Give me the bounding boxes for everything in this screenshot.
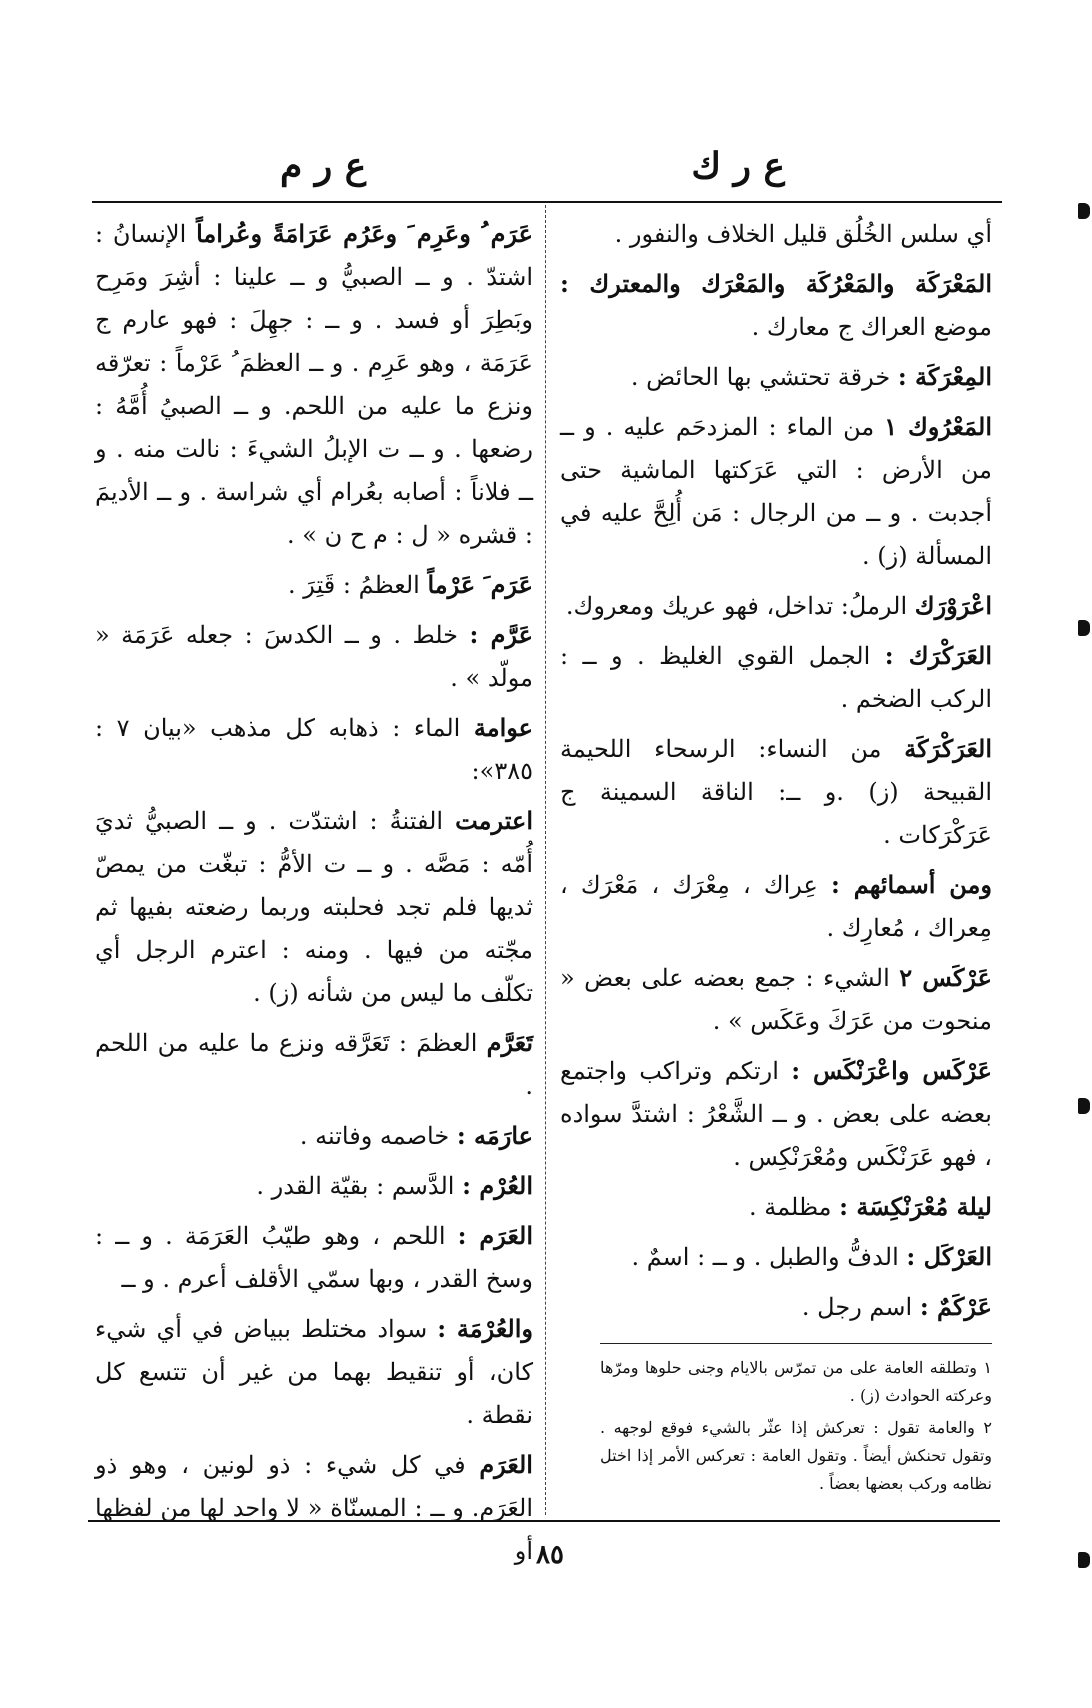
dictionary-entry [560,405,992,578]
entry-headword: العَرَكْرَكَة [904,734,992,763]
footnotes [600,1343,992,1498]
entry-definition: الشيء : جمع بعضه على بعض « منحوت من عَرَكَ وعَكَس » . [560,964,992,1035]
entry-definition: سواد مختلط ببياض في أي شيء كان، أو تنقيط بهما من غير أن تتسع كل نقطة . [95,1315,533,1429]
footnote: ٢ والعامة تقول : تعركش إذا عثّر بالشيء فوقع لوجهه . وتقول تحنكش أيضاً . وتقول العامة : تعركس الأمر إذا اختل نظامه وركب بعضها بعضاً . [600,1418,992,1493]
entry-headword: عَرَم َ عَرْماً [427,570,533,599]
left-column [95,212,534,1565]
entry-definition: الفتنةُ : اشتدّت . و ــ الصبيُّ ثديَ أُمّه : مَصَّه . و ــ ت الأمُّ : تبغّت من يمصّ ثديها فلم تجد فحلبته وربما رضعته بفيها ثم مجّته من فيها . ومنه : اعترم الرجل أي تكلّف ما ليس من شأنه (ز) . [95,807,533,1007]
entry-headword: عَرْكَمٌ : [919,1292,992,1321]
entry-definition: أي سلس الخُلُق قليل الخلاف والنفور . [614,220,992,248]
entry-definition: الرملُ: تداخل، فهو عريك ومعروك. [565,592,908,620]
dictionary-entry [560,863,992,950]
entry-headword: ومن أسمائهم : [831,870,992,899]
entry-headword: المَعْرَكَة والمَعْرُكَة والمَعْرَك والمعترك : [560,269,992,298]
dictionary-entry [95,1443,533,1573]
dictionary-entry [560,1285,992,1329]
dictionary-entry [95,799,533,1015]
entry-headword: العَرَم [479,1450,533,1479]
dictionary-entry [560,1235,992,1279]
dictionary-entry [560,727,992,857]
entry-headword: تَعَرَّم [486,1028,533,1057]
entry-definition: الجمل القوي الغليظ . و ــ : الركب الضخم . [560,642,992,713]
entry-definition: الإنسانُ : اشتدّ . و ــ الصبيُّ و ــ علينا : أشِرَ ومَرِح وبَطِرَ أو فسد . و ــ : جهِلَ : فهو عارم ج عَرَمَة ، وهو عَرِم . و ــ العظمَ ُ عَرْماً : تعرّقه ونزع ما عليه من اللحم. و ــ الصبيُ أُمَّهُ : رضعها . و ــ ت الإبلُ الشيءَ : نالت منه . و ــ فلاناً : أصابه بعُرام أي شراسة . و ــ الأديمَ : قشره « ل : م ح ن » . [95,220,534,549]
entry-definition: الماء : ذهابه كل مذهب «بيان ٧ : ٣٨٥»: [95,714,533,785]
entry-headword: عَرَم ُ وعَرِم َ وعَرُم عَرَامَةً وعُراماً [196,219,533,248]
entry-headword: ليلة مُعْرَنْكِسَة : [839,1192,992,1221]
column-separator [545,205,546,1515]
entry-headword: عوامة [473,713,533,742]
dictionary-entry [560,1049,992,1179]
dictionary-entry [95,706,533,793]
entry-definition: ارتكم وتراكب واجتمع بعضه على بعض . و ــ الشَّعْرُ : اشتدَّ سواده ، فهو عَرَنْكَس ومُعْرَنْكِس . [560,1057,992,1171]
dictionary-entry [95,1164,533,1208]
dictionary-entry [560,262,992,349]
entry-definition: عِراك ، مِعْرَك ، مَعْرَك ، مِعراك ، مُعارِك . [560,871,992,942]
dictionary-entry [95,1307,533,1437]
entry-headword: عارَمَه : [456,1121,533,1150]
entry-definition: الدَّسم : بقيّة القدر . [256,1172,455,1200]
binding-mark [1078,203,1090,219]
dictionary-entry [560,1185,992,1229]
entry-definition: اسم رجل . [801,1293,913,1321]
entry-headword: المَعْرُوك ١ [884,412,992,441]
entry-definition: مظلمة . [749,1193,832,1221]
binding-mark [1078,1098,1090,1114]
dictionary-entry [95,1021,533,1108]
dictionary-entry [560,212,992,256]
page-number: ٨٥ [536,1540,564,1570]
dictionary-entry [95,563,533,607]
entry-definition: من النساء: الرسحاء اللحيمة القبيحة (ز) .و ــ: الناقة السمينة ج عَرَكْرَكات . [560,735,992,849]
header-rule [92,201,1002,203]
entry-definition: خلط . و ــ الكدسَ : جعله عَرَمَة « مولّد » . [95,621,533,692]
entry-headword: العَرْكَل : [906,1242,992,1271]
dictionary-entry [95,613,533,700]
entry-headword: العَرَم : [457,1221,534,1250]
dictionary-entry [95,1214,533,1301]
entry-headword: والعُرْمَة : [437,1314,533,1343]
dictionary-entry [560,956,992,1043]
entry-definition: خاصمه وفاتنه . [299,1122,450,1150]
dictionary-entry [95,212,533,557]
entry-headword: العَرَكْرَك : [884,641,992,670]
entry-definition: العظمَ : تَعَرَّقه ونزع ما عليه من اللحم . [95,1029,533,1100]
right-column-heading: ع ر ك [691,145,785,187]
page-header [90,145,1000,195]
entry-headword: عَرَّم : [469,620,533,649]
dictionary-entry [95,1114,533,1158]
entry-definition: خرقة تحتشي بها الحائض . [630,363,891,391]
entry-headword: اعترمت [455,806,533,835]
right-column [560,212,992,1512]
dictionary-entry [560,634,992,721]
entry-headword: عَرْكَس واعْرَنْكَس : [791,1056,993,1085]
entry-headword: المِعْرَكَة : [897,362,992,391]
binding-mark [1078,1552,1090,1568]
dictionary-entry [560,355,992,399]
footer-rule [88,1520,1000,1522]
footnote: ١ وتطلقه العامة على من تمرّس بالايام وجنى حلوها ومرّها وعركته الحوادث (ز) . [600,1358,992,1405]
binding-mark [1078,620,1090,636]
entry-headword: العُرْم : [462,1171,533,1200]
entry-headword: عَرْكَس ٢ [899,963,992,992]
entry-headword: اعْرَوْرَك [914,591,992,620]
entry-definition: الدفُّ والطبل . و ــ : اسمٌ . [631,1243,899,1271]
dictionary-entry [560,584,992,628]
entry-definition: في كل شيء : ذو لونين ، وهو ذو العَرَم. و ــ : المسنّاة « لا واحد لها من لفظها أو [95,1451,533,1565]
left-column-heading: ع ر م [280,145,367,187]
entry-definition: موضع العراك ج معارك . [751,313,992,341]
entry-definition: اللحم ، وهو طيّبُ العَرَمَة . و ــ : وسخ القدر ، وبها سمّي الأقلف أعرم . و ــ [95,1222,533,1293]
entry-definition: العظمُ : قَتِرَ . [288,571,420,599]
entry-definition: من الماء : المزدحَم عليه . و ــ من الأرض : التي عَرَكتها الماشية حتى أجدبت . و ــ من الرجال : مَن أُلِحَّ عليه في المسألة (ز) . [560,413,992,570]
